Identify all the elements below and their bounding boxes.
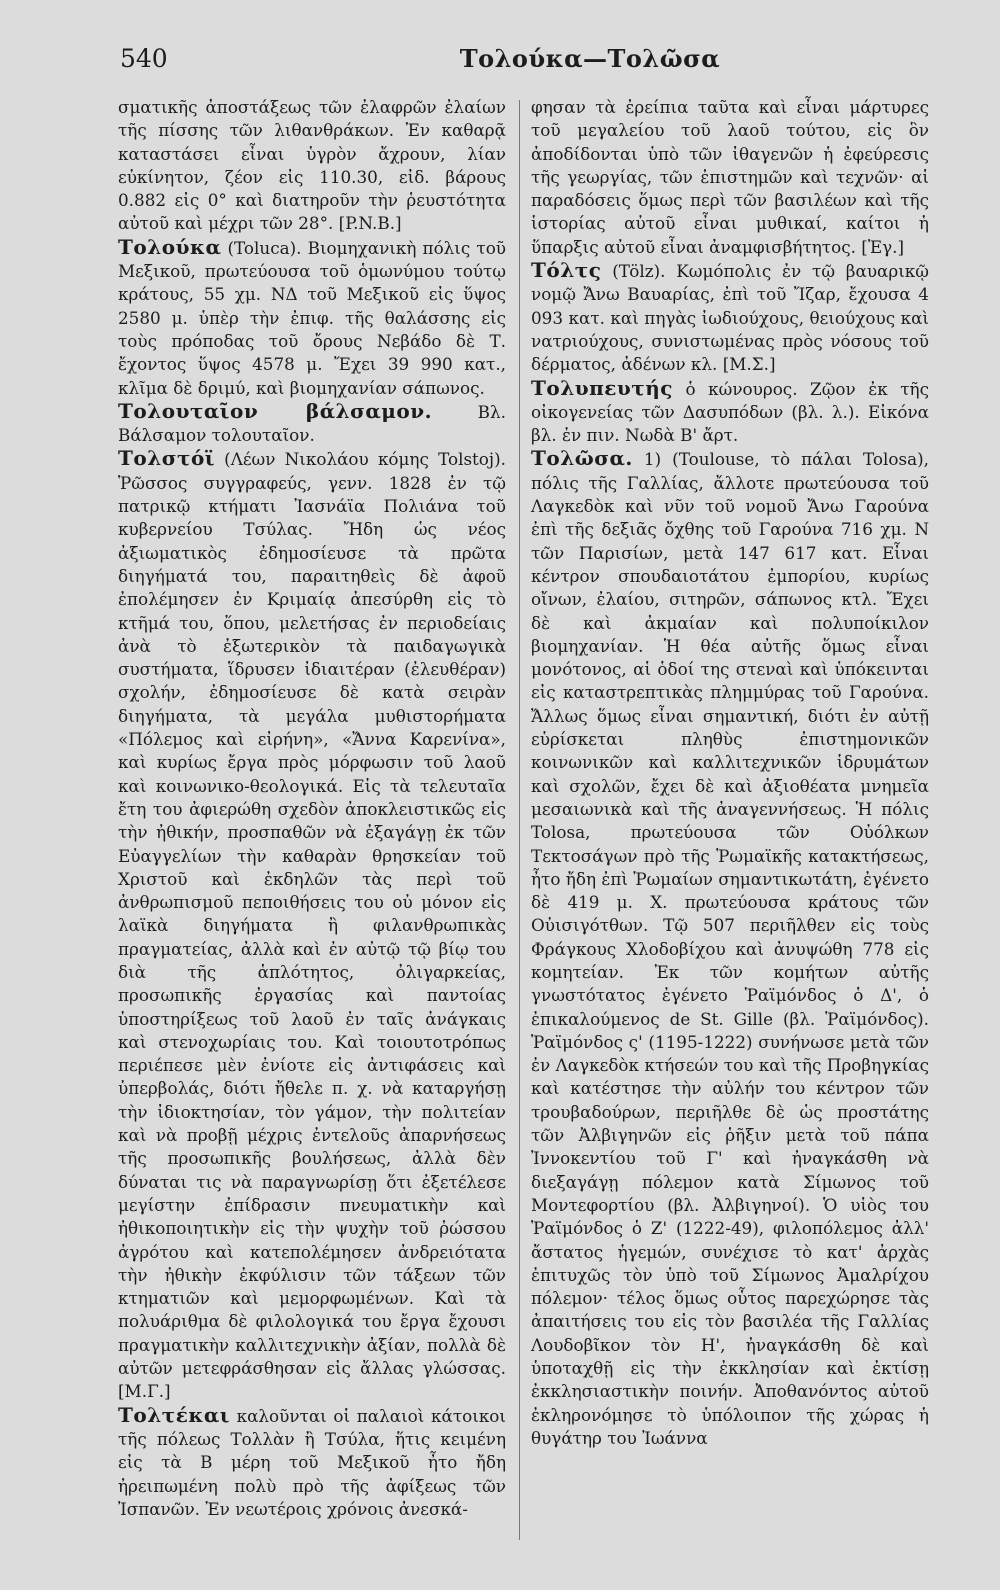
entry-headword: Τολουταῖον βάλσαμον. xyxy=(118,398,433,423)
entry-headword: Τόλτς xyxy=(531,258,602,283)
entry-toluca xyxy=(118,236,506,400)
entry-text: σματικῆς ἀποστάξεως τῶν ἐλαφρῶν ἐλαίων τῆς πίσσης τῶν λιθανθράκων. Ἐν καθαρᾷ καταστάσει εἶναι ὑγρὸν ἄχρουν, λίαν εὐκίνητον, ζέον εἰς 110.30, εἰδ. βάρους 0.882 εἰς 0° καὶ διατηροῦν τὴν ῥευστότητα αὐτοῦ καὶ μέχρι τῶν 28°. [P.N.B.] xyxy=(118,97,506,234)
entry-toltecs xyxy=(118,1404,506,1521)
entry-continuation xyxy=(531,96,929,259)
entry-headword: Τολούκα xyxy=(118,234,222,259)
entry-text: Βλ. Βάλσαμον τολουταῖον. xyxy=(118,401,506,446)
column-divider xyxy=(519,100,520,1540)
entry-text: (Λέων Νικολάου κόμης Tolstoj). Ῥῶσσος συγγραφεύς, γενν. 1828 ἐν τῷ πατρικῷ κτήματι Ἰασνάϊα Πολιάνα τοῦ κυβερνείου Τσύλας. Ἤδη ὡς νέος ἀξιωματικὸς ἐδημοσίευσε τὰ πρῶτα διηγήματά του, παραιτηθεὶς δὲ ἀφοῦ ἐπολέμησεν ἐν Κριμαίᾳ ἀπεσύρθη εἰς τὸ κτῆμά του, ὅπου, μελετήσας ἐν περιοδείαις ἀνὰ τὸ ἐξωτερικὸν τὰ παιδαγωγικὰ συστήματα, ἵδρυσεν ἰδιαιτέραν (ἐλευθέραν) σχολήν, ἐδημοσίευσε δὲ κατὰ σειρὰν διηγήματα, τὰ μεγάλα μυθιστορήματα «Πόλεμος καὶ εἰρήνη», «Ἄννα Καρενίνα», καὶ κυρίως ἔργα πρὸς μόρφωσιν τοῦ λαοῦ καὶ κοινωνικο-θεολογικά. Εἰς τὰ τελευταῖα ἔτη του ἀφιερώθη σχεδὸν ἀποκλειστικῶς εἰς τὴν ἠθικήν, προσπαθῶν νὰ ἐξαγάγῃ ἐκ τῶν Εὐαγγελίων τὴν καθαρὰν θρησκείαν τοῦ Χριστοῦ καὶ ἐκδηλῶν τὰς περὶ τοῦ ἀνθρωπισμοῦ πεποιθήσεις του οὐ μόνον εἰς λαϊκὰ διηγήματα ἢ φιλανθρωπικὰς πραγματείας, ἀλλὰ καὶ ἐν αὐτῷ τῷ βίῳ του διὰ τῆς ἁπλότητος, ὀλιγαρκείας, προσωπικῆς ἐργασίας καὶ παντοίας ὑποστηρίξεως τοῦ λαοῦ ἐν ταῖς ἀνάγκαις καὶ στενοχωρίαις του. Καὶ τοιουτοτρόπως περιέπεσε μὲν ἐνίοτε εἰς ἀντιφάσεις καὶ ὑπερβολάς, διότι ἤθελε π. χ. νὰ καταργήσῃ τὴν ἰδιοκτησίαν, τὸν γάμον, τὴν πολιτείαν καὶ νὰ προβῇ μέχρις ἐντελοῦς ἀπαρνήσεως τῆς προσωπικῆς βουλήσεως, ἀλλὰ δὲν δύναται τις νὰ παραγνωρίσῃ ὅτι ἐξετέλεσε μεγίστην ἐπίδρασιν πνευματικὴν καὶ ἠθικοποιητικὴν εἰς τὴν ψυχὴν τοῦ ῥώσσου ἀγρότου καὶ κατεπολέμησεν ἀνδρειότατα τὴν ἠθικὴν ἐκφύλισιν τῶν τάξεων τῶν κτηματιῶν καὶ μεμορφωμένων. Καὶ τὰ πολυάριθμα δὲ φιλολογικά του ἔργα ἔχουσι πραγματικὴν καλλιτεχνικὴν ἀξίαν, πολλὰ δὲ αὐτῶν μετεφράσθησαν εἰς ἄλλας γλώσσας. [Μ.Γ.] xyxy=(118,449,506,1402)
entry-tolu-balsam xyxy=(118,400,506,448)
entry-text: καλοῦνται οἱ παλαιοὶ κάτοικοι τῆς πόλεως Τολλὰν ἢ Τσύλα, ἥτις κειμένη εἰς τὰ Β μέρη τοῦ Μεξικοῦ ἦτο ἤδη ἠρειπωμένη πολὺ πρὸ τῆς ἀφίξεως τῶν Ἰσπανῶν. Ἐν νεωτέροις χρόνοις ἀνεσκά- xyxy=(118,1405,506,1519)
left-column xyxy=(118,96,506,1521)
entry-headword: Τολῶσα. xyxy=(531,446,633,471)
entry-text: φησαν τὰ ἐρείπια ταῦτα καὶ εἶναι μάρτυρες τοῦ μεγαλείου τοῦ λαοῦ τούτου, εἰς ὃν ἀποδίδονται ὑπὸ τῶν ἰθαγενῶν ἡ ἐφεύρεσις τῆς γεωργίας, τῶν ἐπιστημῶν καὶ τεχνῶν· αἱ παραδόσεις ὅμως περὶ τῶν βασιλέων καὶ τῆς ἱστορίας αὐτοῦ εἶναι μυθικαί, καίτοι ἡ ὕπαρξις αὐτοῦ εἶναι ἀναμφισβήτητος. [Ἐγ.] xyxy=(531,97,929,257)
running-head: Τολούκα—Τολῶσα xyxy=(459,44,721,73)
entry-toulouse xyxy=(531,447,929,1450)
entry-tolstoy xyxy=(118,447,506,1403)
page-number: 540 xyxy=(120,44,168,73)
page-header xyxy=(120,44,950,84)
right-column xyxy=(531,96,929,1450)
entry-headword: Τολυπευτής xyxy=(531,375,673,400)
entry-text: 1) (Toulouse, τὸ πάλαι Tolosa), πόλις τῆς Γαλλίας, ἄλλοτε πρωτεύουσα τοῦ Λαγκεδὸκ καὶ νῦν τοῦ νομοῦ Ἄνω Γαρούνα ἐπὶ τῆς δεξιᾶς ὄχθης τοῦ Γαρούνα 716 χμ. Ν τῶν Παρισίων, μετὰ 147 617 κατ. Εἶναι κέντρον σπουδαιοτάτου ἐμπορίου, κυρίως οἴνων, ἐλαίου, σιτηρῶν, σάπωνος κτλ. Ἔχει δὲ καὶ ἀκμαίαν καὶ πολυποίκιλον βιομηχανίαν. Ἡ θέα αὐτῆς ὅμως εἶναι μονότονος, αἱ ὁδοί της στεναὶ καὶ ὑπόκεινται εἰς καταστρεπτικὰς πλημμύρας τοῦ Γαρούνα. Ἄλλως ὅμως εἶναι σημαντική, διότι ἐν αὐτῇ εὑρίσκεται πληθὺς ἐπιστημονικῶν κοινωνικῶν καὶ καλλιτεχνικῶν ἱδρυμάτων καὶ σχολῶν, ἔχει δὲ καὶ ἀξιοθέατα μνημεῖα μεσαιωνικὰ καὶ τῆς ἀναγεννήσεως. Ἡ πόλις Tolosa, πρωτεύουσα τῶν Οὐόλκων Τεκτοσάγων πρὸ τῆς Ῥωμαϊκῆς κατακτήσεως, ἦτο ἤδη ἐπὶ Ῥωμαίων σημαντικωτάτη, ἐγένετο δὲ 419 μ. Χ. πρωτεύουσα κράτους τῶν Οὐισιγότθων. Τῷ 507 περιῆλθεν εἰς τοὺς Φράγκους Χλοδοβίχου καὶ ἀνυψώθη 778 εἰς κομητείαν. Ἐκ τῶν κομήτων αὐτῆς γνωστότατος ἐγένετο Ῥαϊμόνδος ὁ Δ', ὁ ἐπικαλούμενος de St. Gille (βλ. Ῥαϊμόνδος). Ῥαϊμόνδος ς' (1195-1222) συνήνωσε μετὰ τῶν ἐν Λαγκεδὸκ κτήσεών του καὶ τῆς Προβηγκίας καὶ κατέστησε τὴν αὐλήν του κέντρον τῶν τρουβαδούρων, περιῆλθε δὲ ὡς προστάτης τῶν Ἀλβιγηνῶν εἰς ῥῆξιν μετὰ τοῦ πάπα Ἰννοκεντίου τοῦ Γ' καὶ ἠναγκάσθη νὰ διεξαγάγῃ πόλεμον κατὰ Σίμωνος τοῦ Μοντεφορτίου (βλ. Ἀλβιγηνοί). Ὁ υἱὸς του Ῥαϊμόνδος ὁ Ζ' (1222-49), φιλοπόλεμος ἀλλ' ἄστατος ἡγεμών, συνέχισε τὸ κατ' ἀρχὰς ἐπιτυχῶς τὸν ὑπὸ τοῦ Σίμωνος Ἀμαλρίχου πόλεμον· τέλος ὅμως οὗτος παρεχώρησε τὰς ἀπαιτήσεις του εἰς τὸν βασιλέα τῆς Γαλλίας Λουδοβῖκον τὸν Η', ἠναγκάσθη δὲ καὶ ὑποταχθῇ εἰς τὴν ἐκκλησίαν καὶ ἐκτίσῃ ἐκκλησιαστικὴν ποινήν. Ἀποθανόντος αὐτοῦ ἐκληρονόμησε τὸ ὑπόλοιπον τῆς χώρας ἡ θυγάτηρ του Ἰωάννα xyxy=(531,449,929,1448)
entry-headword: Τολστόϊ xyxy=(118,446,215,471)
entry-text: ὁ κώνουρος. Ζῷον ἐκ τῆς οἰκογενείας τῶν Δασυπόδων (βλ. λ.). Εἰκόνα βλ. ἐν πιν. Νωδὰ Β' ἄρτ. xyxy=(531,378,929,446)
entry-text: (Tölz). Κωμόπολις ἐν τῷ βαυαρικῷ νομῷ Ἄνω Βαυαρίας, ἐπὶ τοῦ Ἴζαρ, ἔχουσα 4 093 κατ. καὶ πηγὰς ἰωδιούχους, θειούχους καὶ νατριούχους, συνιστωμένας πρὸς νόσους τοῦ δέρματος, ἀδένων κλ. [Μ.Σ.] xyxy=(531,261,929,375)
entry-text: (Toluca). Βιομηχανικὴ πόλις τοῦ Μεξικοῦ, πρωτεύουσα τοῦ ὁμωνύμου τούτῳ κράτους, 55 χμ. ΝΔ τοῦ Μεξικοῦ εἰς ὕψος 2580 μ. ὑπὲρ τὴν ἐπιφ. τῆς θαλάσσης εἰς τοὺς πρόποδας τοῦ ὄρους Νεβάδο δὲ Τ. ἔχοντος ὕψος 4578 μ. Ἔχει 39 990 κατ., κλῖμα δὲ δριμύ, καὶ βιομηχανίαν σάπωνος. xyxy=(118,237,506,398)
entry-continuation xyxy=(118,96,506,236)
entry-headword: Τολτέκαι xyxy=(118,1402,230,1427)
entry-tolypeutes xyxy=(531,377,929,448)
entry-tolz xyxy=(531,259,929,376)
